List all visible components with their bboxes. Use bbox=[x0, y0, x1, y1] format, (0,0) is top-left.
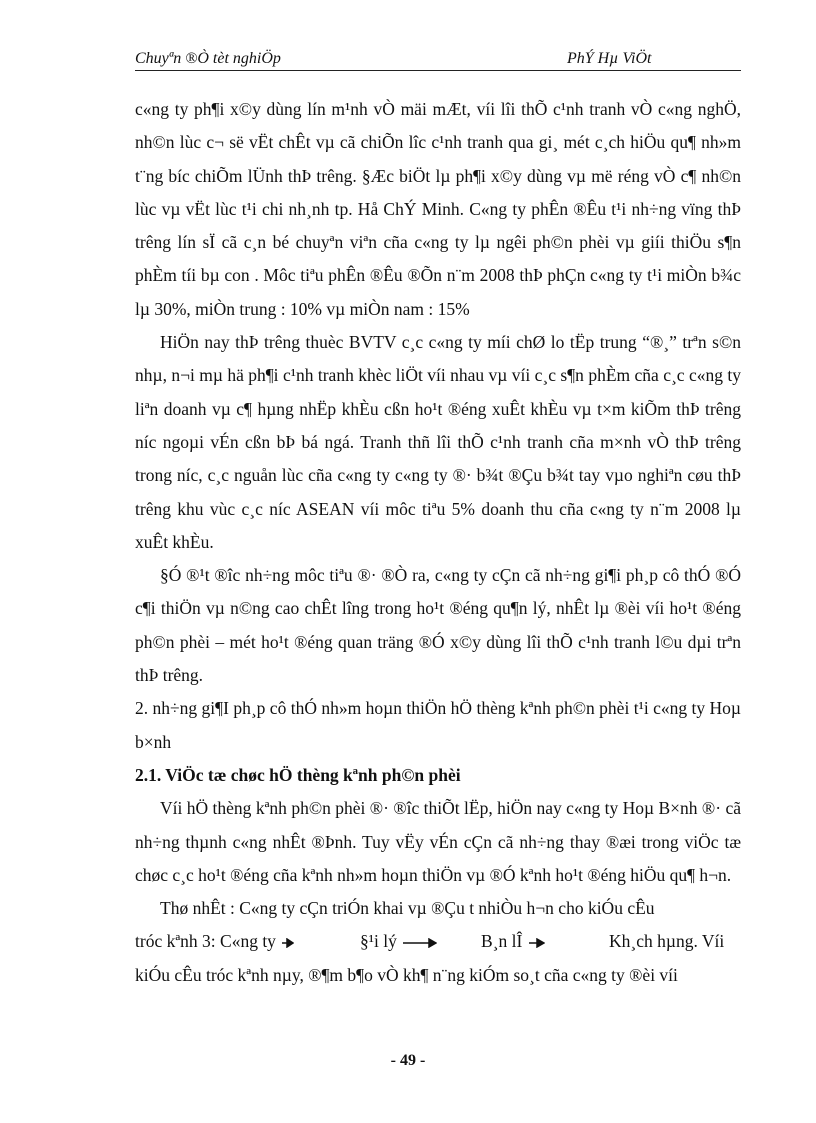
page-header bbox=[135, 48, 741, 71]
channel-structure-line bbox=[135, 925, 741, 958]
channel-company-label: tróc kªnh 3: C«ng ty bbox=[135, 931, 276, 952]
header-left-text: Chuyªn ®Ò tèt nghiÖp bbox=[135, 50, 281, 67]
section-2-title: 2. nh÷ng gi¶I ph¸p cô thÓ nh»m hoµn thiÖn hÖ thèng kªnh ph©n phèi t¹i c«ng ty Hoµ b×nh bbox=[135, 698, 741, 752]
arrow-right-icon bbox=[529, 938, 545, 948]
document-body bbox=[135, 93, 741, 992]
paragraph-3: §Ó ®¹t ®îc nh÷ng môc tiªu ®· ®Ò ra, c«ng ty cÇn cã nh÷ng gi¶i ph¸p cô thÓ ®Ó c¶i thiÖn vµ n©ng cao chÊt lîng trong ho¹t ®éng qu¶n lý, nhÊt lµ ®èi víi ho¹t ®éng ph©n phèi – mét ho¹t ®éng quan träng ®Ó x©y dùng lîi thÕ c¹nh tranh l©u dµi trªn thÞ trêng. bbox=[135, 565, 741, 686]
paragraph-6: Thø nhÊt : C«ng ty cÇn triÓn khai vµ ®Çu t nhiÒu h¬n cho kiÓu cÊu bbox=[160, 898, 655, 919]
section-2-1-heading: 2.1. ViÖc tæ chøc hÖ thèng kªnh ph©n phèi bbox=[135, 764, 461, 785]
arrow-right-icon bbox=[403, 938, 437, 948]
paragraph-5: Víi hÖ thèng kªnh ph©n phèi ®· ®îc thiÕt lËp, hiÖn nay c«ng ty Hoµ B×nh ®· cã nh÷ng thµnh c«ng nhÊt ®Þnh. Tuy vËy vÉn cÇn cã nh÷ng thay ®æi trong viÖc tæ chøc c¸c ho¹t ®éng cña kªnh nh»m hoµn thiÖn vµ ®Ó kªnh ho¹t ®éng hiÖu qu¶ h¬n. bbox=[135, 798, 741, 885]
page-number: - 49 - bbox=[390, 1052, 426, 1069]
header-right-text: PhÝ Hµ ViÖt bbox=[567, 50, 652, 67]
paragraph-2: HiÖn nay thÞ trêng thuèc BVTV c¸c c«ng ty míi chØ lo tËp trung “®¸” trªn s©n nhµ, n¬i mµ hä ph¶i c¹nh tranh khèc liÖt víi nhau vµ víi c¸c s¶n phÈm cña c¸c c«ng ty liªn doanh vµ c¶ hµng nhËp khÈu cßn ho¹t ®éng xuÊt khÈu vµ t×m kiÕm thÞ trêng níc ngoµi vÉn cßn bÞ bá ngá. Tranh thñ lîi thÕ c¹nh tranh cña m×nh vÒ thÞ trêng trong níc, c¸c nguån lùc cña c«ng ty c«ng ty ®· b¾t ®Çu b¾t tay vµo nghiªn cøu thÞ trêng khu vùc c¸c níc ASEAN víi môc tiªu 5% doanh thu cña c«ng ty n¨m 2008 lµ xuÊt khÈu. bbox=[135, 332, 741, 552]
channel-retail-text bbox=[481, 925, 545, 958]
channel-agent-text bbox=[360, 925, 437, 958]
channel-start-text bbox=[135, 925, 294, 958]
channel-retail-label: B¸n lÎ bbox=[481, 931, 523, 952]
channel-agent-label: §¹i lý bbox=[360, 931, 397, 952]
channel-end-text: Kh¸ch hµng. Víi bbox=[609, 931, 725, 952]
paragraph-8: kiÓu cÊu tróc kªnh nµy, ®¶m b¶o vÒ kh¶ n¨ng kiÓm so¸t cña c«ng ty ®èi víi bbox=[135, 964, 678, 985]
arrow-right-icon bbox=[282, 938, 294, 948]
paragraph-1: c«ng ty ph¶i x©y dùng lín m¹nh vÒ mäi mÆt, víi lîi thÕ c¹nh tranh vÒ c«ng nghÖ, nh©n lùc c¬ së vËt chÊt vµ cã chiÕn lîc c¹nh tranh qua gi¸ mét c¸ch hiÖu qu¶ nh»m t¨ng bíc chiÕm lÜnh thÞ trêng. §Æc biÖt lµ ph¶i x©y dùng vµ më réng vÒ c¶ nh©n lùc vµ vËt lùc t¹i chi nh¸nh tp. Hå ChÝ Minh. C«ng ty phÊn ®Êu t¹i nh÷ng vïng thÞ trêng lín sÏ cã c¸n bé chuyªn viªn cña c«ng ty lµ ngêi ph©n phèi vµ giíi thiÖu s¶n phÈm tíi bµ con . Môc tiªu phÊn ®Êu ®Õn n¨m 2008 thÞ phÇn c«ng ty t¹i miÒn b¾c lµ 30%, miÒn trung : 10% vµ miÒn nam : 15% bbox=[135, 99, 741, 319]
